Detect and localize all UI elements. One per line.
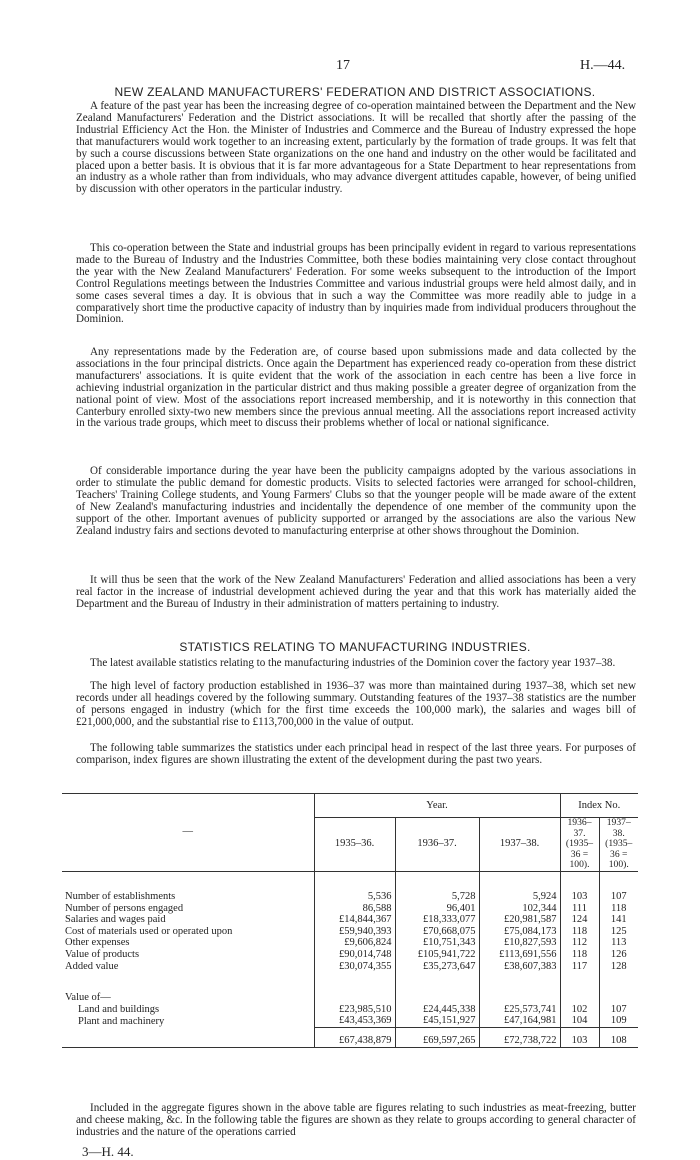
statistics-table xyxy=(62,793,638,1048)
footer-signature: 3—H. 44. xyxy=(82,1144,134,1159)
page-number: 17 xyxy=(336,58,350,73)
year-col-header: 1936–37. xyxy=(395,818,479,872)
table-row xyxy=(62,926,638,938)
stub-header: — xyxy=(62,794,314,872)
cell-value: 5,924 xyxy=(479,891,560,903)
table-row xyxy=(62,891,638,903)
cell-index: 117 xyxy=(560,961,599,973)
table-row xyxy=(62,1004,638,1016)
cell-value: £43,453,369 xyxy=(314,1015,395,1027)
cell-value: £18,333,077 xyxy=(395,914,479,926)
cell-index: 141 xyxy=(599,914,638,926)
row-label: Plant and machinery xyxy=(78,1015,165,1027)
year-col-header: 1935–36. xyxy=(314,818,395,872)
cell-index: 103 xyxy=(560,891,599,903)
cell-value: £75,084,173 xyxy=(479,926,560,938)
cell-value: £10,827,593 xyxy=(479,937,560,949)
cell-value: £25,573,741 xyxy=(479,1004,560,1016)
cell-index: 124 xyxy=(560,914,599,926)
cell-index: 102 xyxy=(560,1004,599,1016)
paragraph: The high level of factory production established in 1936–37 was more than maintained during 1937–38, which set new records under all headings covered by the following summary. Outstanding features of the 1937–38 statistics are the number of persons engaged in industry (which for the first time exceeds the 100,000 mark), the salaries and wages bill of £21,000,000, and the substantial rise to £113,700,000 in the value of output. xyxy=(76,680,636,728)
section-heading-statistics: STATISTICS RELATING TO MANUFACTURING INDUSTRIES. xyxy=(179,640,531,654)
cell-index: 118 xyxy=(560,949,599,961)
cell-value: £47,164,981 xyxy=(479,1015,560,1027)
cell-value: 86,588 xyxy=(314,903,395,915)
table-row xyxy=(62,1015,638,1027)
table-row xyxy=(62,903,638,915)
cell-value: £105,941,722 xyxy=(395,949,479,961)
section-heading-federation: NEW ZEALAND MANUFACTURERS' FEDERATION AND DISTRICT ASSOCIATIONS. xyxy=(114,85,596,99)
index-col-header: 1936–37. (1935–36 = 100). xyxy=(560,818,599,872)
cell-index: 113 xyxy=(599,937,638,949)
cell-value: £35,273,647 xyxy=(395,961,479,973)
row-label: Value of products xyxy=(65,948,140,960)
cell-value: £113,691,556 xyxy=(479,949,560,961)
row-label: Number of establishments xyxy=(65,891,176,902)
cell-index: 125 xyxy=(599,926,638,938)
cell-index: 126 xyxy=(599,949,638,961)
table-total-row xyxy=(62,1035,638,1047)
cell-value: 102,344 xyxy=(479,903,560,915)
table-row xyxy=(62,992,638,1004)
paragraph: Of considerable importance during the year have been the publicity campaigns adopted by the various associations in order to stimulate the public demand for domestic products. Visits to selected factories were arranged for school-children, Teachers' Training College students, and Young Farmers' Clubs so that the younger people will be made aware of the extent of New Zealand's manufacturing industries and incidentally the dependence of one member of the community upon the support of the other. Important avenues of publicity supported or arranged by the associations are also the various New Zealand industry fairs and sections devoted to manufacturing enterprise at other shows throughout the Dominion. xyxy=(76,465,636,537)
paragraph: Any representations made by the Federation are, of course based upon submissions made and data collected by the associations in the four principal districts. Once again the Department has experienced ready co-operation from these district manufacturers' associations. It is quite evident that the work of the association in each centre has been a live force in achieving industrial organization in the particular district and thus making possible a greater degree of organization from the national point of view. Most of the associations report increased membership, and it is noteworthy in this connection that Canterbury enrolled sixty-two new members since the previous annual meeting. All the associations report increased activity in the various trade groups, which meet to discuss their problems whether of local or national significance. xyxy=(76,346,636,430)
paragraph: The latest available statistics relating to the manufacturing industries of the Dominion cover the factory year 1937–38. xyxy=(90,657,616,669)
document-reference: H.—44. xyxy=(580,58,626,73)
paragraph: It will thus be seen that the work of the New Zealand Manufacturers' Federation and allied associations has been a very real factor in the increase of industrial development achieved during the year and that this work has materially aided the Department and the Bureau of Industry in their administration of matters pertaining to industry. xyxy=(76,574,636,610)
cell-index: 103 xyxy=(560,1035,599,1047)
cell-value: £14,844,367 xyxy=(314,914,395,926)
cell-value: £23,985,510 xyxy=(314,1004,395,1016)
cell-value: £20,981,587 xyxy=(479,914,560,926)
cell-value: £9,606,824 xyxy=(314,937,395,949)
cell-index: 128 xyxy=(599,961,638,973)
cell-index: 111 xyxy=(560,903,599,915)
cell-index: 108 xyxy=(599,1035,638,1047)
row-label: Salaries and wages paid xyxy=(65,914,166,926)
row-label: Value of— xyxy=(65,992,111,1004)
cell-value: £30,074,355 xyxy=(314,961,395,973)
year-header: Year. xyxy=(314,794,560,818)
cell-value: 5,728 xyxy=(395,891,479,903)
cell-value: £10,751,343 xyxy=(395,937,479,949)
paragraph: This co-operation between the State and industrial groups has been principally evident in regard to various representations made to the Bureau of Industry and the Industries Committee, both these bodies maintaining very close contact throughout the year with the New Zealand Manufacturers' Federation. For some weeks subsequent to the introduction of the Import Control Regulations meetings between the Industries Committee and various industrial groups were held almost daily, and in some cases several times a day. It is obvious that in such a way the Committee was more readily able to judge in a comparatively short time the productive capacity of industry than by inquiries made from individual producers throughout the Dominion. xyxy=(76,242,636,326)
row-label: Cost of materials used or operated upon xyxy=(65,925,233,937)
year-col-header: 1937–38. xyxy=(479,818,560,872)
cell-index: 118 xyxy=(560,926,599,938)
cell-index: 104 xyxy=(560,1015,599,1027)
cell-index: 118 xyxy=(599,903,638,915)
paragraph: Included in the aggregate figures shown in the above table are figures relating to such industries as meat-freezing, butter and cheese making, &c. In the following table the figures are shown as they relate to groups according to general character of industries and the nature of the operations carried xyxy=(76,1102,636,1138)
cell-value: £69,597,265 xyxy=(395,1035,479,1047)
table-row xyxy=(62,937,638,949)
cell-value: £67,438,879 xyxy=(314,1035,395,1047)
cell-index: 107 xyxy=(599,1004,638,1016)
row-label: Added value xyxy=(65,960,119,972)
cell-value: 96,401 xyxy=(395,903,479,915)
cell-value: £45,151,927 xyxy=(395,1015,479,1027)
cell-value: £38,607,383 xyxy=(479,961,560,973)
index-col-header: 1937–38. (1935–36 = 100). xyxy=(599,818,638,872)
table-row xyxy=(62,961,638,973)
paragraph: The following table summarizes the statistics under each principal head in respect of the last three years. For purposes of comparison, index figures are shown illustrating the extent of the development during the past two years. xyxy=(76,742,636,766)
cell-index: 112 xyxy=(560,937,599,949)
cell-value: £72,738,722 xyxy=(479,1035,560,1047)
cell-index: 107 xyxy=(599,891,638,903)
cell-value: £90,014,748 xyxy=(314,949,395,961)
table-row xyxy=(62,914,638,926)
row-label: Number of persons engaged xyxy=(65,902,184,914)
table-row xyxy=(62,949,638,961)
cell-value: 5,536 xyxy=(314,891,395,903)
cell-value: £59,940,393 xyxy=(314,926,395,938)
index-header: Index No. xyxy=(560,794,638,818)
cell-value: £70,668,075 xyxy=(395,926,479,938)
paragraph: A feature of the past year has been the increasing degree of co-operation maintained between the Department and the New Zealand Manufacturers' Federation and the District associations. It will be recalled that shortly after the passing of the Industrial Efficiency Act the Hon. the Minister of Industries and Commerce and the Bureau of Industry expressed the hope that manufacturers would work together to an increasing extent, particularly by the formation of trade groups. It was felt that by such a course discussions between State organizations on the one hand and industry on the other would be facilitated and placed upon a better basis. It is obvious that it is far more advantageous for a State Department to hear representations from an industry as a whole rather than from individuals, who may advance divergent attitudes capable, however, of being unified by discussion with other operators in the particular industry. xyxy=(76,100,636,196)
row-label: Other expenses xyxy=(65,937,130,949)
row-label: Land and buildings xyxy=(78,1003,160,1015)
cell-index: 109 xyxy=(599,1015,638,1027)
cell-value: £24,445,338 xyxy=(395,1004,479,1016)
